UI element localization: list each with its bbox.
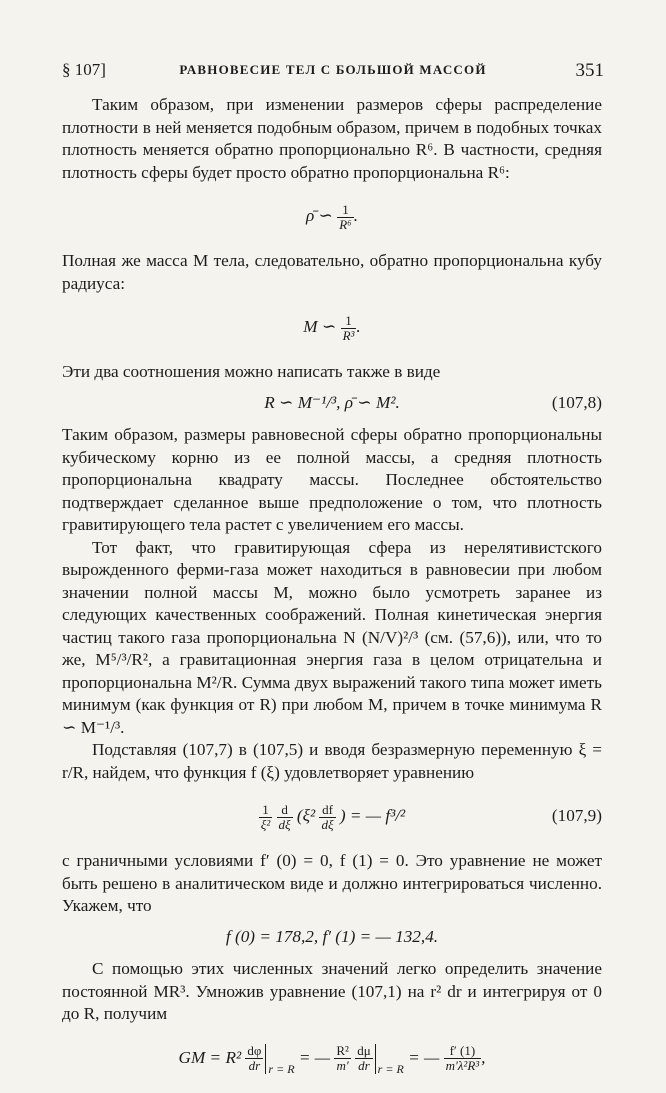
eq1-tail: . xyxy=(353,206,358,225)
eq6-tail: , xyxy=(481,1047,486,1067)
equation-107-9 xyxy=(62,792,602,840)
eq6-bar-1 xyxy=(265,1044,266,1074)
eq2-numerator: 1 xyxy=(341,314,357,329)
eq2-lhs: M ∽ xyxy=(303,317,337,336)
equation-gm xyxy=(62,1034,602,1082)
paragraph-2: Полная же масса M тела, следовательно, обратно пропорциональна кубу радиуса: xyxy=(62,251,602,293)
eq1-lhs: ρ̄ ∽ xyxy=(305,206,333,225)
eq6-fraction-2 xyxy=(334,1044,351,1072)
eq6-f4-numerator: f′ (1) xyxy=(444,1044,482,1059)
section-number: § 107] xyxy=(62,60,106,79)
eq6-bar-2 xyxy=(375,1044,376,1074)
equation-107-8 xyxy=(62,392,602,415)
eq1-numerator: 1 xyxy=(337,203,353,218)
eq6-lhs: GM = R² xyxy=(178,1047,242,1067)
eq5-body: f (0) = 178,2, f′ (1) = — 132,4. xyxy=(225,926,439,946)
eq6-f3-numerator: dμ xyxy=(357,1043,371,1059)
eq6-condition-1: r = R xyxy=(268,1061,295,1076)
eq2-fraction xyxy=(341,314,357,342)
eq6-f4-denominator: m′λ²R³ xyxy=(445,1058,480,1074)
eq6-mid: = — xyxy=(298,1047,331,1067)
eq4-number: (107,9) xyxy=(551,806,602,825)
eq6-condition-2: r = R xyxy=(377,1061,404,1076)
eq6-fraction-4 xyxy=(444,1044,482,1072)
eq4-f2-denominator: dξ xyxy=(278,816,291,832)
eq4-fraction-3 xyxy=(319,803,335,831)
eq6-f3-denominator: dr xyxy=(358,1058,370,1074)
eq6-f1-numerator: dφ xyxy=(247,1043,262,1059)
paragraph-3: Эти два соотношения можно написать также в виде xyxy=(62,362,441,381)
paragraph-4: Таким образом, размеры равновесной сферы обратно пропорциональны кубическому корню из ее полной массы, а средняя плотность пропорциональна квадрату массы. Последнее обстоятельство подтверждает сделанное выше предположение о том, что плотность гравитирующего тела растет с увеличением его массы. xyxy=(62,425,602,534)
equation-density xyxy=(62,192,602,240)
running-title: РАВНОВЕСИЕ ТЕЛ С БОЛЬШОЙ МАССОЙ xyxy=(179,62,487,77)
page-number: 351 xyxy=(575,60,604,81)
eq3-body: R ∽ M⁻¹/³, ρ̄ ∽ M². xyxy=(264,392,400,412)
eq6-f2-numerator: R² xyxy=(336,1043,349,1059)
eq6-fraction-3 xyxy=(355,1044,372,1072)
eq4-f3-denominator: dξ xyxy=(321,816,334,832)
eq4-f2-numerator: d xyxy=(277,803,293,818)
paragraph-7: с граничными условиями f′ (0) = 0, f (1) = 0. Это уравнение не может быть решено в аналитическом виде и должно интегрироваться численно. Укажем, что xyxy=(62,851,602,915)
running-header xyxy=(62,60,604,84)
equation-values xyxy=(62,926,602,949)
eq4-f1-denominator: ξ² xyxy=(260,816,271,832)
paragraph-6: Подставляя (107,7) в (107,5) и вводя безразмерную переменную ξ = r/R, найдем, что функция f (ξ) удовлетворяет уравнению xyxy=(62,740,602,782)
paragraph-8: С помощью этих численных значений легко определить значение постоянной MR³. Умножив уравнение (107,1) на r² dr и интегрируя от 0 до R, получим xyxy=(62,959,602,1023)
paragraph-1: Таким образом, при изменении размеров сферы распределение плотности в ней меняется подобным образом, причем в подобных точках плотность меняется обратно пропорционально R⁶. В частности, средняя плотность сферы будет просто обратно пропорциональна R⁶: xyxy=(62,95,602,182)
eq1-fraction xyxy=(337,203,353,231)
eq1-denominator: R⁶ xyxy=(339,216,352,232)
eq6-fraction-1 xyxy=(245,1044,263,1072)
equation-mass xyxy=(62,303,602,351)
eq3-number: (107,8) xyxy=(551,392,602,412)
page-body xyxy=(62,94,602,1092)
eq6-mid-2: = — xyxy=(408,1047,440,1067)
eq2-denominator: R³ xyxy=(342,327,355,343)
eq4-open: (ξ² xyxy=(296,806,316,825)
paragraph-5: Тот факт, что гравитирующая сфера из нерелятивистского вырожденного ферми-газа может находиться в равновесии при любом значении полной массы M, можно было усмотреть заранее из следующих качественных соображений. Полная кинетическая энергия частиц такого газа пропорциональна N (N/V)²/³ (см. (57,6)), или, что то же, M⁵/³/R², а гравитационная энергия газа в целом отрицательна и пропорциональна M²/R. Сумма двух выражений такого типа может иметь минимум (как функция от R) при любом M, причем в точке минимума R ∽ M⁻¹/³. xyxy=(62,537,602,737)
eq4-f1-numerator: 1 xyxy=(259,803,272,818)
eq4-rhs: ) = — f³/² xyxy=(339,806,406,825)
eq4-fraction-2 xyxy=(277,803,293,831)
eq4-f3-numerator: df xyxy=(319,803,335,818)
eq6-f2-denominator: m′ xyxy=(336,1058,349,1074)
eq6-f1-denominator: dr xyxy=(248,1058,261,1074)
eq2-tail: . xyxy=(356,317,361,336)
eq4-fraction-1 xyxy=(259,803,272,831)
